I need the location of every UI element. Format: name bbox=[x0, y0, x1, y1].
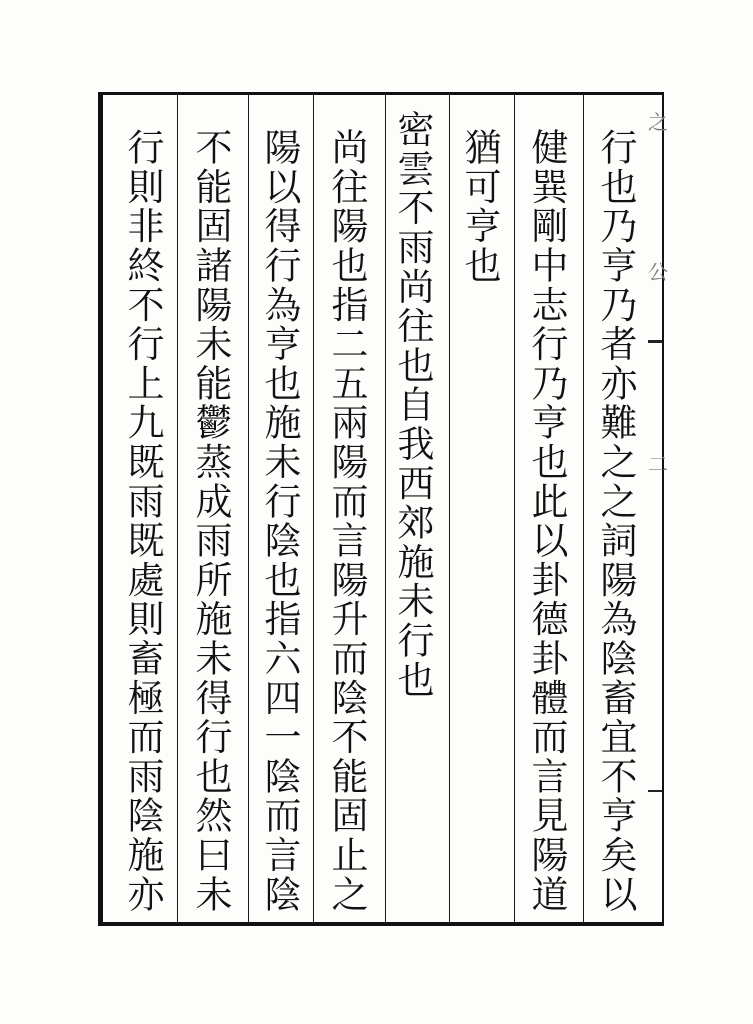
column-rule bbox=[313, 95, 314, 922]
text-column-7: 不能固諸陽未能鬱蒸成雨所施未得行也然曰未 bbox=[189, 128, 232, 914]
text-column-8: 行則非終不行上九既雨既處則畜極而雨陰施亦 bbox=[121, 128, 164, 914]
right-border bbox=[662, 92, 664, 926]
next-page-edge bbox=[648, 92, 668, 926]
column-rule bbox=[248, 95, 249, 922]
text-column-2: 健巽剛中志行乃亨也此以卦德卦體而言見陽道 bbox=[525, 128, 568, 914]
edge-mark: 公 bbox=[648, 260, 668, 284]
column-rule bbox=[583, 95, 584, 922]
text-column-6: 陽以得行為亨也施未行陰也指六四一陰而言陰 bbox=[258, 128, 301, 914]
text-frame bbox=[98, 92, 668, 926]
column-rule bbox=[514, 95, 515, 922]
edge-mark: 二 bbox=[648, 452, 668, 476]
edge-mark: 之 bbox=[648, 110, 668, 134]
text-column-3: 猶可亨也 bbox=[458, 128, 501, 286]
text-column-1: 行也乃亨乃者亦難之之詞陽為陰畜宜不亨矣以 bbox=[594, 128, 637, 914]
edge-tick bbox=[648, 790, 662, 792]
edge-tick bbox=[648, 340, 662, 343]
column-rule bbox=[385, 95, 386, 922]
column-rule bbox=[449, 95, 450, 922]
column-rule bbox=[177, 95, 178, 922]
text-column-5: 尚往陽也指二五兩陽而言陽升而陰不能固止之 bbox=[325, 128, 368, 914]
text-column-4: 密雲不雨尚往也自我西郊施未行也 bbox=[391, 110, 434, 700]
